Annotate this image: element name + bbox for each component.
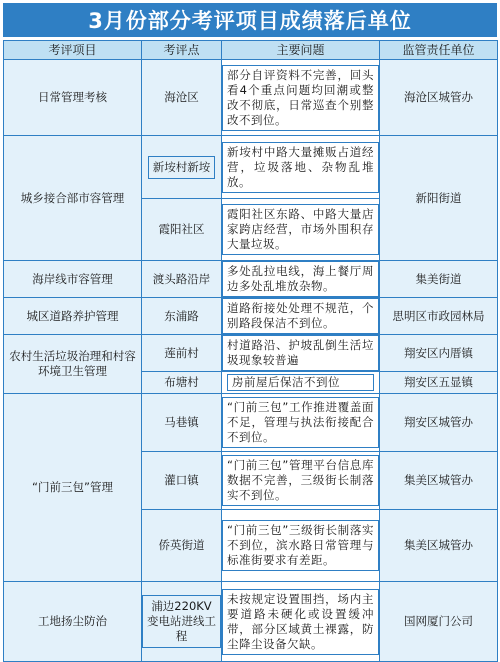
unit-cell: 新阳街道	[380, 136, 498, 261]
issue-cell	[222, 372, 380, 394]
point-cell: 马巷镇	[142, 394, 222, 452]
issue-text: 村道路沿、护坡乱倒生活垃圾现象较普遍	[222, 335, 379, 371]
issue-cell	[222, 582, 380, 662]
issue-cell	[222, 335, 380, 372]
point-cell: 灌口镇	[142, 452, 222, 510]
point-text: 新垵村新垵	[148, 156, 216, 179]
point-cell: 莲前村	[142, 335, 222, 372]
issue-text: “门前三包”三级街长制落实不到位，滨水路日常管理与标准街要求有差距。	[222, 520, 379, 571]
unit-cell: 集美区城管办	[380, 452, 498, 510]
issue-text: 道路衔接处处理不规范，个别路段保洁不到位。	[222, 298, 379, 334]
point-cell: 东浦路	[142, 298, 222, 335]
table-row	[4, 136, 498, 199]
evaluation-table	[3, 40, 498, 662]
issue-text: 多处乱拉电线，海上餐厅周边多处乱堆放杂物。	[222, 261, 379, 297]
point-cell: 海沧区	[142, 60, 222, 136]
project-cell: 农村生活垃圾治理和村容环境卫生管理	[4, 335, 142, 394]
unit-cell: 翔安区内厝镇	[380, 335, 498, 372]
table-row	[4, 582, 498, 662]
issue-cell	[222, 452, 380, 510]
project-cell: “门前三包”管理	[4, 394, 142, 582]
unit-cell: 集美区城管办	[380, 510, 498, 582]
project-cell: 城区道路养护管理	[4, 298, 142, 335]
point-cell: 布塘村	[142, 372, 222, 394]
issue-text: 未按规定设置围挡，场内主要道路未硬化或设置缓冲带，部分区域黄土裸露，防尘降尘设备欠缺。	[222, 589, 379, 655]
page-title: 3月份部分考评项目成绩落后单位	[3, 3, 497, 37]
project-cell: 城乡接合部市容管理	[4, 136, 142, 261]
issue-cell	[222, 199, 380, 261]
issue-text: 新垵村中路大量摊贩占道经营，垃圾落地、杂物乱堆放。	[222, 142, 379, 193]
issue-text: “门前三包”管理平台信息库数据不完善，三级街长制落实不到位。	[222, 455, 379, 506]
project-cell: 工地扬尘防治	[4, 582, 142, 662]
table-row	[4, 394, 498, 452]
issue-text: 霞阳社区东路、中路大量店家跨店经营，市场外围积存大量垃圾。	[222, 204, 379, 255]
project-cell: 海岸线市容管理	[4, 261, 142, 298]
unit-cell: 翔安区城管办	[380, 394, 498, 452]
point-cell: 侨英街道	[142, 510, 222, 582]
header-project: 考评项目	[4, 41, 142, 60]
issue-cell	[222, 136, 380, 199]
issue-cell	[222, 298, 380, 335]
issue-text: 房前屋后保洁不到位	[227, 374, 374, 391]
table-row	[4, 261, 498, 298]
table-row	[4, 335, 498, 372]
table-row	[4, 298, 498, 335]
issue-text: 部分自评资料不完善，回头看4个重点问题均回潮或整改不彻底，日常巡查个别整改不到位。	[222, 65, 379, 131]
table-header-row	[4, 41, 498, 60]
point-cell: 霞阳社区	[142, 199, 222, 261]
table-row	[4, 60, 498, 136]
unit-cell: 翔安区五显镇	[380, 372, 498, 394]
header-point: 考评点	[142, 41, 222, 60]
point-text: 浦边220KV变电站进线工程	[142, 595, 221, 648]
unit-cell: 思明区市政园林局	[380, 298, 498, 335]
issue-cell	[222, 261, 380, 298]
issue-cell	[222, 394, 380, 452]
header-issue: 主要问题	[222, 41, 380, 60]
issue-cell	[222, 60, 380, 136]
header-unit: 监管责任单位	[380, 41, 498, 60]
unit-cell: 集美街道	[380, 261, 498, 298]
issue-cell	[222, 510, 380, 582]
unit-cell: 国网厦门公司	[380, 582, 498, 662]
issue-text: “门前三包”工作推进覆盖面不足，管理与执法衔接配合不到位。	[222, 397, 379, 448]
point-cell: 渡头路沿岸	[142, 261, 222, 298]
project-cell: 日常管理考核	[4, 60, 142, 136]
unit-cell: 海沧区城管办	[380, 60, 498, 136]
point-cell	[142, 136, 222, 199]
point-cell	[142, 582, 222, 662]
